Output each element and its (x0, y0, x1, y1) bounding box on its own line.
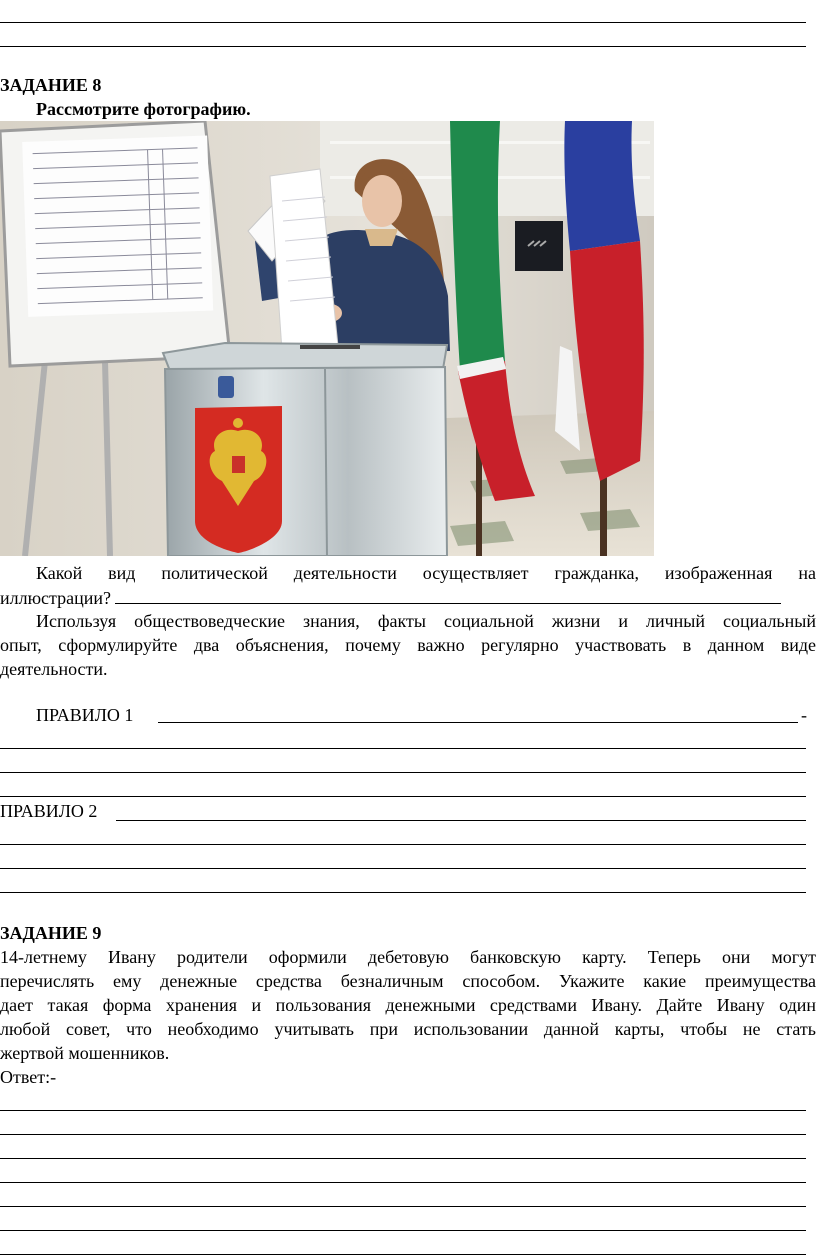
answer-line[interactable] (0, 1110, 806, 1111)
task9-line: 14-летнему Ивану родители оформили дебетовую банковскую карту. Теперь они могут (0, 947, 816, 967)
blank-line (0, 22, 806, 23)
question-line (0, 585, 816, 610)
task9-text (0, 945, 816, 1065)
tv-icon (515, 221, 563, 271)
answer-line[interactable] (0, 892, 806, 893)
answer-line[interactable] (0, 1158, 806, 1159)
prompt-line: деятельности. (0, 659, 108, 679)
blank-line (0, 46, 806, 47)
task9-line: перечислять ему денежные средства безналичным способом. Укажите какие преимущества (0, 971, 816, 991)
answer-line[interactable] (0, 1254, 806, 1255)
question-line: Какой вид политической деятельности осуществляет гражданка, изображенная на (36, 563, 816, 583)
voting-photo (0, 121, 654, 556)
answer-line[interactable] (0, 1230, 806, 1231)
rule2-label: ПРАВИЛО 2 (0, 801, 98, 821)
answer-line[interactable] (0, 772, 806, 773)
rule2-answer-line[interactable] (116, 820, 806, 821)
answer-line[interactable] (0, 1134, 806, 1135)
answer-line[interactable] (0, 868, 806, 869)
question-line-end: иллюстрации? (0, 588, 111, 608)
rule1-label: ПРАВИЛО 1 (36, 705, 134, 725)
prompt-line: опыт, сформулируйте два объяснения, почему важно регулярно участвовать в данном виде (0, 635, 816, 655)
task9-line: любой совет, что необходимо учитывать при использовании данной карты, чтобы не стать (0, 1019, 816, 1039)
answer-line[interactable] (0, 844, 806, 845)
rule1-answer-line[interactable] (158, 722, 798, 723)
ballot-box-icon (163, 343, 447, 556)
answer-blank[interactable] (115, 585, 781, 604)
task9-heading: ЗАДАНИЕ 9 (0, 923, 102, 943)
task9-line: жертвой мошенников. (0, 1043, 170, 1063)
rule1-dash: - (801, 705, 807, 725)
answer-line[interactable] (0, 1182, 806, 1183)
answer-line[interactable] (0, 1206, 806, 1207)
russian-coat-of-arms-icon (195, 406, 282, 553)
prompt-line: Используя обществоведческие знания, факты социальной жизни и личный социальный (36, 611, 816, 631)
task8-question (0, 561, 816, 610)
answer-line[interactable] (0, 796, 806, 797)
task9-line: дает такая форма хранения и пользования денежными средствами Ивану. Дайте Ивану один (0, 995, 816, 1015)
task8-instruction: Рассмотрите фотографию. (36, 99, 251, 119)
task8-prompt (0, 609, 816, 681)
answer-line[interactable] (0, 748, 806, 749)
task8-heading: ЗАДАНИЕ 8 (0, 75, 102, 95)
answer-label: Ответ:- (0, 1067, 57, 1087)
